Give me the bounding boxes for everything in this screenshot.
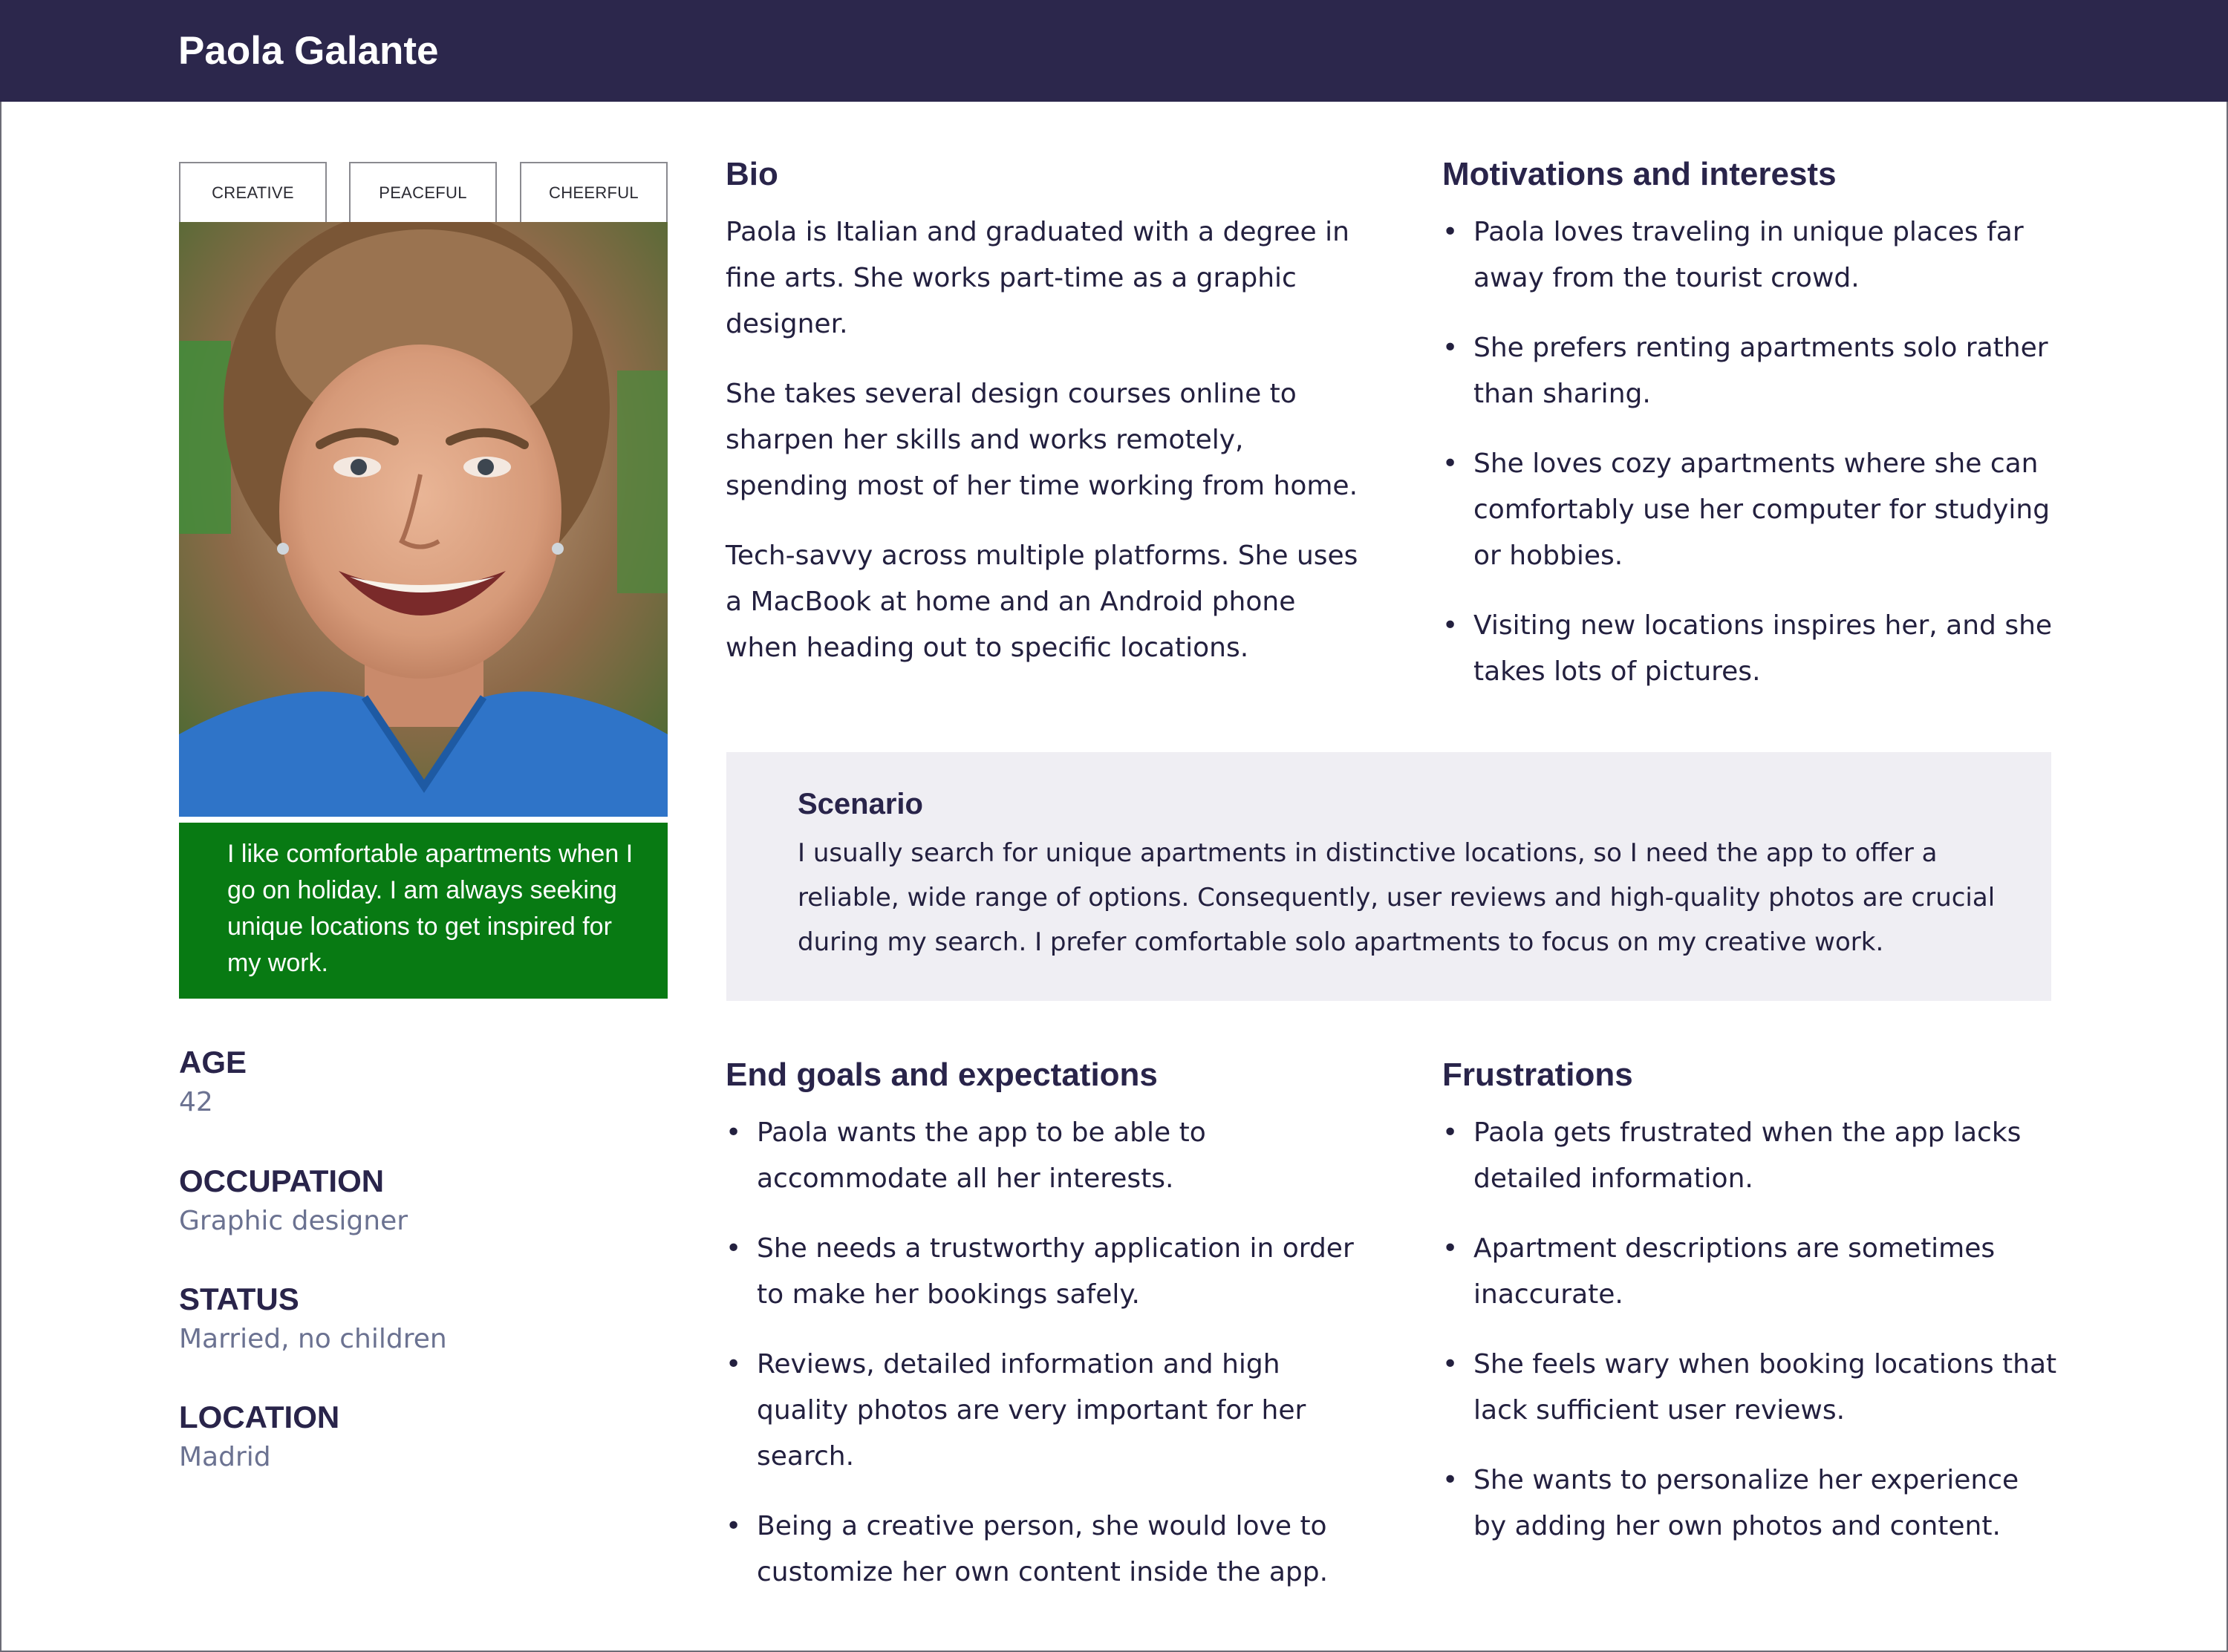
portrait-illustration [179, 222, 668, 817]
fact-label-occupation: OCCUPATION [179, 1163, 385, 1198]
list-item: • She wants to personalize her experience by adding her own photos and content. [1442, 1457, 2059, 1550]
bio-title: Bio [726, 156, 778, 192]
goals-list [726, 1110, 1372, 1619]
frustrations-list [1442, 1110, 2059, 1573]
fact-label-status: STATUS [179, 1282, 299, 1316]
header-bar [0, 0, 2228, 102]
list-item: • Apartment descriptions are sometimes inaccurate. [1442, 1226, 2059, 1318]
persona-quote: I like comfortable apartments when I go on holiday. I am always seeking unique locations to get inspired for my work. [227, 840, 633, 977]
persona-name: Paola Galante [178, 29, 439, 73]
motivations-list [1442, 209, 2059, 719]
scenario-box [726, 752, 2051, 1001]
list-item: • She loves cozy apartments where she can comfortably use her computer for studying or hobbies. [1442, 441, 2059, 579]
scenario-title: Scenario [798, 788, 923, 820]
bio-paragraph: Tech-savvy across multiple platforms. She uses a MacBook at home and an Android phone when heading out to specific locations. [726, 541, 1358, 663]
bio-paragraph: She takes several design courses online to sharpen her skills and works remotely, spending most of her time working from home. [726, 379, 1358, 501]
trait-tag-creative: CREATIVE [179, 162, 327, 223]
fact-label-location: LOCATION [179, 1400, 340, 1434]
goals-title: End goals and expectations [726, 1057, 1158, 1093]
fact-value-location: Madrid [179, 1442, 271, 1472]
list-item: • Paola wants the app to be able to accommodate all her interests. [726, 1110, 1372, 1202]
list-item: • Paola loves traveling in unique places far away from the tourist crowd. [1442, 209, 2059, 301]
persona-photo [179, 222, 668, 817]
fact-value-status: Married, no children [179, 1324, 447, 1354]
motivations-title: Motivations and interests [1442, 156, 1837, 192]
trait-tag-peaceful: PEACEFUL [349, 162, 497, 223]
scenario-text: I usually search for unique apartments in distinctive locations, so I need the app to offer a reliable, wide range of options. Consequently, user reviews and high-quality photos are crucial during my search. I prefer comfortable solo apartments to focus on my creative work. [798, 838, 1996, 957]
list-item: • Being a creative person, she would love to customize her own content inside the app. [726, 1504, 1372, 1596]
list-item: • She needs a trustworthy application in order to make her bookings safely. [726, 1226, 1372, 1318]
list-item: • She feels wary when booking locations that lack sufficient user reviews. [1442, 1342, 2059, 1434]
list-item: • Reviews, detailed information and high quality photos are very important for her search. [726, 1342, 1372, 1480]
fact-value-age: 42 [179, 1087, 213, 1117]
trait-tag-cheerful: CHEERFUL [520, 162, 668, 223]
list-item: • Paola gets frustrated when the app lacks detailed information. [1442, 1110, 2059, 1202]
fact-label-age: AGE [179, 1045, 247, 1080]
list-item: • She prefers renting apartments solo rather than sharing. [1442, 325, 2059, 417]
bio-paragraph: Paola is Italian and graduated with a degree in fine arts. She works part-time as a graphic designer. [726, 217, 1349, 339]
frustrations-title: Frustrations [1442, 1057, 1633, 1093]
list-item: • Visiting new locations inspires her, and she takes lots of pictures. [1442, 603, 2059, 695]
fact-value-occupation: Graphic designer [179, 1206, 408, 1236]
persona-quote-box [179, 823, 668, 999]
